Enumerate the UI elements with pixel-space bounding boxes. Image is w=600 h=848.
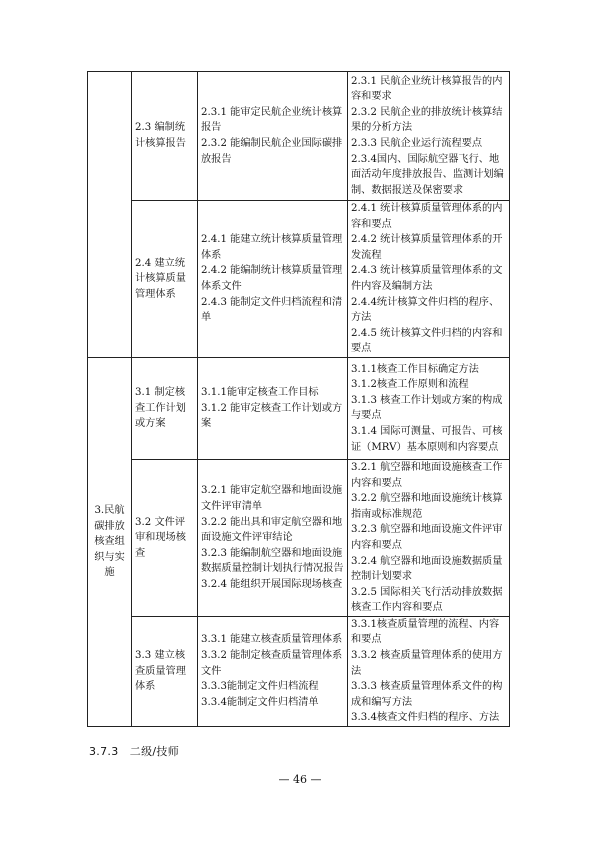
skill-item: 3.1.2 能审定核查工作计划或方案	[201, 402, 343, 430]
unit-cell: 3.民航碳排放核查组织与实施	[88, 357, 132, 726]
page-number: — 46 —	[278, 773, 322, 786]
skill-item: 3.3.1 能建立核查质量管理体系	[201, 634, 343, 646]
sub-unit-cell: 3.2 文件评审和现场核查	[132, 459, 198, 616]
knowledge-item: 2.3.3 民航企业运行流程要点	[351, 138, 483, 149]
skill-item: 2.4.1 能建立统计核算质量管理体系	[201, 234, 343, 261]
knowledge-item: 2.4.1 统计核算质量管理体系的内容和要点	[351, 203, 503, 230]
knowledge-item: 2.4.4统计核算文件归档的程序、方法	[351, 296, 500, 324]
knowledge-item: 2.3.2 民航企业的排放统计核算结果的分析方法	[351, 106, 503, 134]
skill-item: 3.2.1 能审定航空器和地面设施文件评审清单	[201, 485, 343, 512]
knowledge-item: 3.3.4核查文件归档的程序、方法	[351, 712, 500, 724]
skill-requirements-cell	[198, 357, 348, 459]
knowledge-item: 2.4.2 统计核算质量管理体系的开发流程	[351, 234, 503, 261]
sub-unit-cell: 3.3 建立核查质量管理体系	[132, 616, 198, 726]
unit-cell	[88, 72, 132, 358]
knowledge-item: 3.1.2核查工作原则和流程	[351, 379, 469, 391]
table-row	[88, 72, 510, 201]
skill-item: 3.2.2 能出具和审定航空器和地面设施文件评审结论	[201, 516, 343, 544]
knowledge-requirements-cell	[348, 201, 510, 358]
knowledge-requirements-cell	[348, 459, 510, 616]
knowledge-item: 3.1.4 国际可测量、可报告、可核证（MRV）基本原则和内容要点	[351, 426, 503, 453]
knowledge-item: 3.3.2 核查质量管理体系的使用方法	[351, 650, 503, 677]
skill-item: 3.3.2 能制定核查质量管理体系文件	[201, 650, 343, 677]
sub-unit-cell: 2.4 建立统计核算质量管理体系	[132, 201, 198, 358]
occupation-standard-table	[87, 71, 510, 727]
table-row	[88, 357, 510, 459]
skill-item: 3.2.3 能编制航空器和地面设施数据质量控制计划执行情况报告	[201, 547, 344, 575]
sub-unit-cell: 2.3 编制统计核算报告	[132, 72, 198, 201]
knowledge-item: 2.3.1 民航企业统计核算报告的内容和要求	[351, 75, 503, 103]
knowledge-requirements-cell	[348, 357, 510, 459]
knowledge-item: 3.2.2 航空器和地面设施统计核算指南或标准规范	[351, 493, 503, 520]
table-body	[88, 72, 510, 727]
knowledge-item: 3.2.4 航空器和地面设施数据质量控制计划要求	[351, 555, 503, 583]
skill-item: 2.4.3 能制定文件归档流程和清单	[201, 296, 343, 324]
table-row	[88, 616, 510, 726]
skill-item: 2.4.2 能编制统计核算质量管理体系文件	[201, 265, 343, 292]
table-row	[88, 459, 510, 616]
skill-requirements-cell	[198, 616, 348, 726]
section-heading: 3.7.3 二级/技师	[89, 745, 179, 758]
knowledge-requirements-cell	[348, 616, 510, 726]
knowledge-item: 3.1.1核查工作目标确定方法	[351, 363, 479, 375]
knowledge-item: 2.4.3 统计核算质量管理体系的文件内容及编制方法	[351, 265, 503, 292]
knowledge-item: 3.2.3 航空器和地面设施文件评审内容和要点	[351, 524, 503, 551]
skill-requirements-cell	[198, 459, 348, 616]
table-row	[88, 201, 510, 358]
skill-item: 2.3.2 能编制民航企业国际碳排放报告	[201, 138, 343, 165]
knowledge-item: 3.2.5 国际相关飞行活动排放数据核查工作内容和要点	[351, 586, 503, 614]
knowledge-item: 2.4.5 统计核算文件归档的内容和要点	[351, 327, 503, 355]
knowledge-item: 3.1.3 核查工作计划或方案的构成与要点	[351, 394, 503, 422]
skill-item: 3.1.1能审定核查工作目标	[201, 387, 319, 399]
skill-item: 3.3.3能制定文件归档流程	[201, 681, 319, 693]
skill-item: 3.2.4 能组织开展国际现场核查	[201, 578, 343, 590]
knowledge-item: 3.3.3 核查质量管理体系文件的构成和编写方法	[351, 681, 503, 708]
knowledge-item: 3.2.1 航空器和地面设施核查工作内容和要点	[351, 461, 503, 489]
skill-item: 2.3.1 能审定民航企业统计核算报告	[201, 106, 343, 134]
knowledge-item: 3.3.1核查质量管理的流程、内容和要点	[351, 618, 500, 646]
sub-unit-cell: 3.1 制定核查工作计划或方案	[132, 357, 198, 459]
skill-requirements-cell	[198, 72, 348, 201]
skill-requirements-cell	[198, 201, 348, 358]
knowledge-item: 2.3.4国内、国际航空器飞行、地面活动年度排放报告、监测计划编制、数据报送及保密要求	[351, 153, 504, 196]
knowledge-requirements-cell	[348, 72, 510, 201]
skill-item: 3.3.4能制定文件归档清单	[201, 696, 319, 708]
